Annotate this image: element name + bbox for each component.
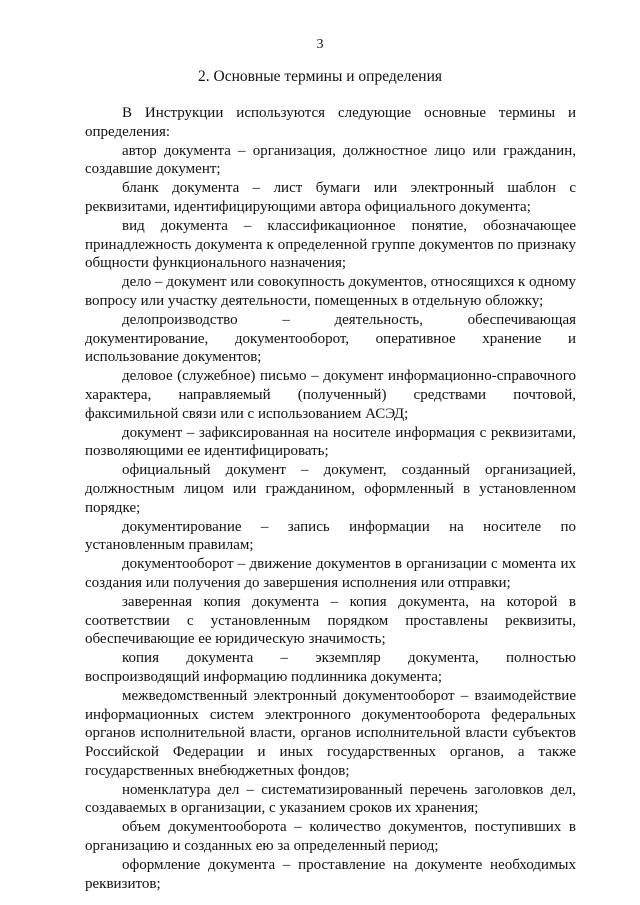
term-file-nomenclature: номенклатура дел – систематизированный перечень заголовков дел, создаваемых в организации, с указанием сроков их хранения;: [85, 781, 576, 817]
term-official-document: официальный документ – документ, созданный организацией, должностным лицом или гражданином, оформленный в установленном порядке;: [85, 462, 576, 516]
term-interagency-flow: межведомственный электронный документооборот – взаимодействие информационных систем электронного документооборота федеральных органов исполнительной власти, органов исполнительной власти субъектов Российской Федерации и иных государственных органов, а также государственных внебюджетных фондов;: [85, 687, 576, 779]
term-document-copy: копия документа – экземпляр документа, полностью воспроизводящий информацию подлинника документа;: [85, 650, 576, 685]
term-flow-volume: объем документооборота – количество документов, поступивших в организацию и созданных ею за определенный период;: [85, 819, 576, 855]
term-business-letter: деловое (служебное) письмо – документ информационно-справочного характера, направляемый (полученный) средствами почтовой, факсимильной связи или с использованием АСЭД;: [85, 368, 576, 422]
term-case-file: дело – документ или совокупность документов, относящихся к одному вопросу или участку деятельности, помещенных в отдельную обложку;: [85, 274, 576, 309]
intro-paragraph: В Инструкции используются следующие основные термины и определения:: [85, 105, 576, 140]
term-document-formatting: оформление документа – проставление на документе необходимых реквизитов;: [85, 856, 576, 892]
term-blank: бланк документа – лист бумаги или электронный шаблон с реквизитами, идентифицирующими автора официального документа;: [85, 180, 576, 215]
term-certified-copy: заверенная копия документа – копия документа, на которой в соответствии с установленным порядком проставлены реквизиты, обеспечивающие ее юридическую значимость;: [85, 593, 576, 648]
section-title: 2. Основные термины и определения: [198, 68, 442, 85]
term-document-type: вид документа – классификационное понятие, обозначающее принадлежность документа к определенной группе документов по признаку общности функционального назначения;: [85, 217, 576, 272]
term-documentation: документирование – запись информации на носителе по установленным правилам;: [85, 518, 576, 554]
term-document-flow: документооборот – движение документов в организации с момента их создания или получения до завершения исполнения или отправки;: [85, 556, 576, 591]
term-author: автор документа – организация, должностное лицо или гражданин, создавшие документ;: [85, 142, 576, 178]
term-record-keeping: делопроизводство – деятельность, обеспечивающая документирование, документооборот, оперативное хранение и использование документов;: [85, 311, 576, 366]
document-body: [85, 104, 576, 893]
page-number: 3: [316, 37, 324, 52]
term-document: документ – зафиксированная на носителе информация с реквизитами, позволяющими ее идентифицировать;: [85, 424, 576, 460]
